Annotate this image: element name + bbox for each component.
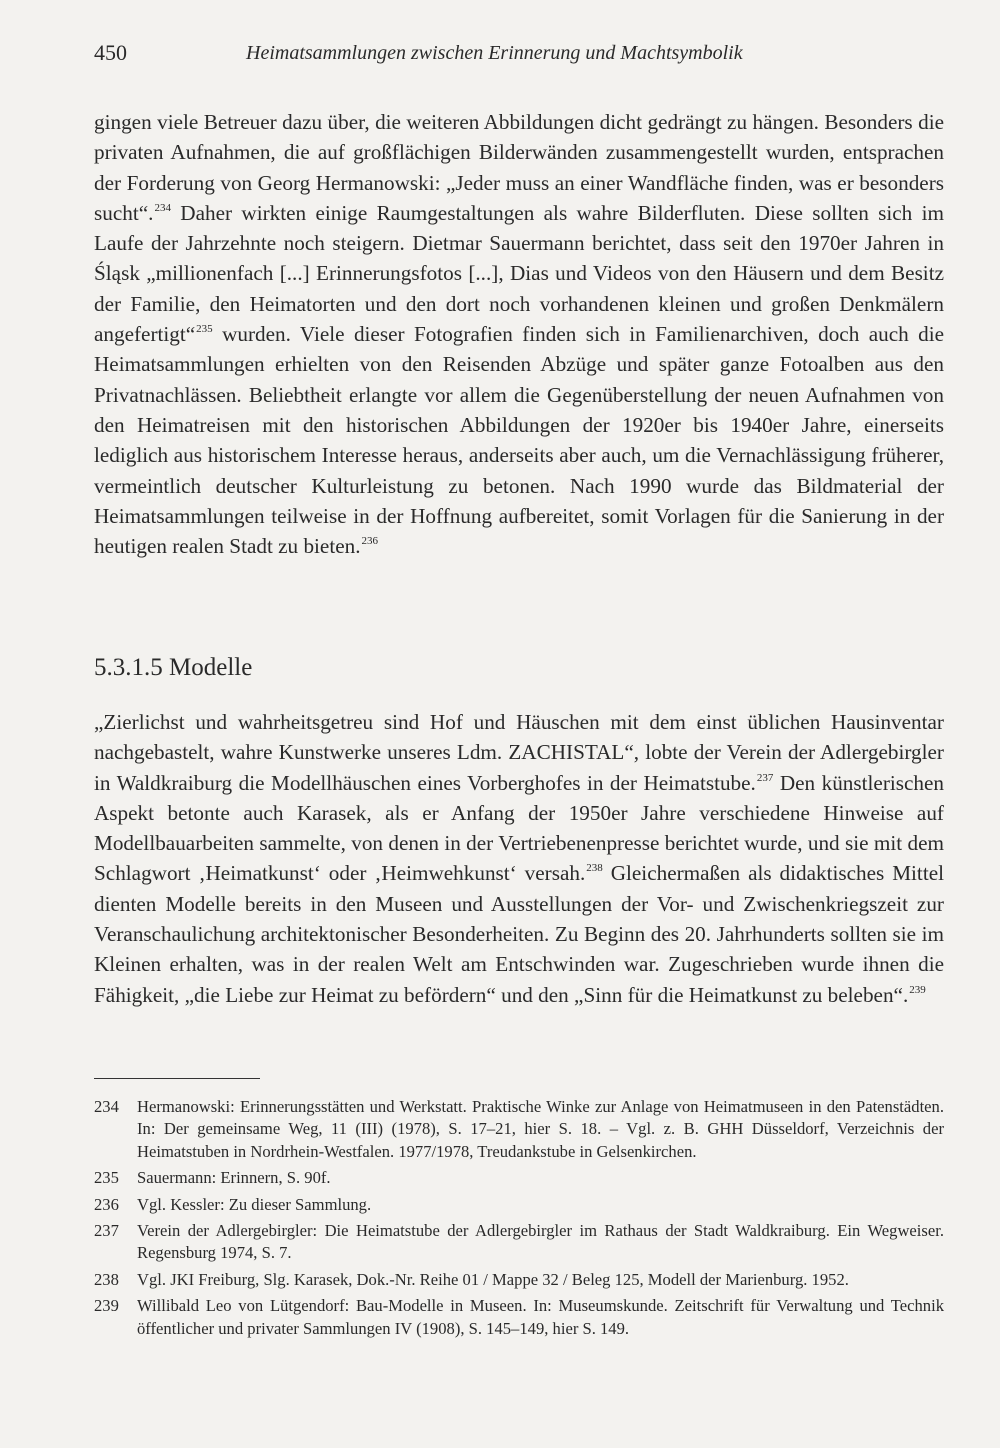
paragraph-text: Den künstlerischen Aspekt betonte auch Karasek, als er Anfang der 1950er Jahre verschiedene Hinweise auf Modellbauarbeiten sammelte, von denen in der Vertriebenenpresse berichtet wurde, und sie mit dem Schlagwort ‚Heimatkunst‘ oder ‚Heimwehkunst‘ versah. <box>94 770 944 886</box>
section-heading: 5.3.1.5 Modelle <box>94 654 253 681</box>
footnote-number: 235 <box>94 1168 119 1188</box>
footnote <box>94 1167 944 1189</box>
footnote-number: 239 <box>94 1296 119 1316</box>
footnote-text: Verein der Adlergebirgler: Die Heimatstube der Adlergebirgler im Rathaus der Stadt Waldkraiburg. Ein Wegweiser. Regensburg 1974, S. 7. <box>137 1221 944 1263</box>
footnote-text: Vgl. Kessler: Zu dieser Sammlung. <box>137 1194 372 1214</box>
footnote <box>94 1220 944 1265</box>
footnotes <box>94 1096 944 1344</box>
footnote-number: 234 <box>94 1097 119 1116</box>
running-title: Heimatsammlungen zwischen Erinnerung und Machtsymbolik <box>246 42 743 64</box>
paragraph-text: wurden. Viele dieser Fotografien finden sich in Familienarchiven, doch auch die Heimatsammlungen erhielten von den Reisenden Abzüge und später ganze Fotoalben aus den Privatnachlässen. Beliebtheit erlangte vor allem die Gegenüberstellung der neuen Aufnahmen von den Heimatreisen mit den historischen Abbildungen der 1920er bis 1940er Jahre, einerseits lediglich aus historischem Interesse heraus, anderseits aber auch, um die Vernachlässigung früherer, vermeintlich deutscher Kulturleistung zu betonen. Nach 1990 wurde das Bildmaterial der Heimatsammlungen teilweise in der Hoffnung aufbereitet, somit Vorlagen für die Sanierung in der heutigen realen Stadt zu bieten. <box>94 322 944 559</box>
footnote-ref: 238 <box>586 862 603 875</box>
page-header <box>94 40 944 70</box>
footnote-number: 236 <box>94 1194 119 1214</box>
footnote-text: Hermanowski: Erinnerungsstätten und Werkstatt. Praktische Winke zur Anlage von Heimatmuseen in den Patenstädten. In: Der gemeinsame Weg, 11 (III) (1978), S. 17–21, hier S. 18. – Vgl. z. B. GHH Düsseldorf, Verzeichnis der Heimatstuben in Nordrhein-Westfalen. 1977/1978, Treudankstube in Gelsenkirchen. <box>137 1097 944 1161</box>
footnote-number: 238 <box>94 1269 119 1289</box>
footnote-text: Willibald Leo von Lütgendorf: Bau-Modelle in Museen. In: Museumskunde. Zeitschrift für Verwaltung und Technik öffentlicher und privater Sammlungen IV (1908), S. 145–149, hier S. 149. <box>137 1296 944 1338</box>
footnote-number: 237 <box>94 1221 119 1241</box>
body-paragraph-2 <box>94 707 944 1010</box>
footnote <box>94 1295 944 1340</box>
body-paragraph-1 <box>94 107 944 561</box>
footnote <box>94 1269 944 1291</box>
footnote-divider <box>94 1078 260 1079</box>
footnote-ref: 237 <box>756 771 774 784</box>
footnote-text: Sauermann: Erinnern, S. 90f. <box>137 1168 331 1188</box>
paragraph-text: „Zierlichst und wahrheitsgetreu sind Hof und Häuschen mit dem einst üblichen Hausinventar nachgebastelt, wahre Kunstwerke unseres Ldm. ZACHISTAL“, lobte der Verein der Adlergebirgler in Waldkraiburg die Modellhäuschen eines Vorberghofes in der Heimatstube. <box>94 710 944 795</box>
footnote <box>94 1096 944 1163</box>
footnote-ref: 236 <box>361 535 379 548</box>
footnote-ref: 235 <box>196 323 213 336</box>
page-number: 450 <box>94 40 127 65</box>
paragraph-text: gingen viele Betreuer dazu über, die weiteren Abbildungen dicht gedrängt zu hängen. Besonders die privaten Aufnahmen, die auf großflächigen Bilderwänden zusammengestellt wurden, entsprachen der Forderung von Georg Hermanowski: „Jeder muss an einer Wandfläche finden, was er besonders sucht“. <box>94 110 944 225</box>
footnote-ref: 239 <box>909 983 926 996</box>
footnote-ref: 234 <box>154 201 171 214</box>
footnote-text: Vgl. JKI Freiburg, Slg. Karasek, Dok.-Nr. Reihe 01 / Mappe 32 / Beleg 125, Modell der Marienburg. 1952. <box>137 1269 849 1289</box>
paragraph-text: Gleichermaßen als didaktisches Mittel dienten Modelle bereits in den Museen und Ausstellungen der Vor- und Zwischenkriegszeit zur Veranschaulichung architektonischer Besonderheiten. Zu Beginn des 20. Jahrhunderts sollten sie im Kleinen erhalten, was in der realen Welt am Entschwinden war. Zugeschrieben wurde ihnen die Fähigkeit, „die Liebe zur Heimat zu befördern“ und den „Sinn für die Heimatkunst zu beleben“. <box>94 861 944 1007</box>
footnote <box>94 1194 944 1216</box>
paragraph-text: Daher wirkten einige Raumgestaltungen als wahre Bilderfluten. Diese sollten sich im Laufe der Jahrzehnte noch steigern. Dietmar Sauermann berichtet, dass seit den 1970er Jahren in Śląsk „millionenfach [...] Erinnerungsfotos [...], Dias und Videos von den Häusern und dem Besitz der Familie, den Heimatorten und den dort noch vorhandenen kleinen und großen Denkmälern angefertigt“ <box>94 200 944 347</box>
